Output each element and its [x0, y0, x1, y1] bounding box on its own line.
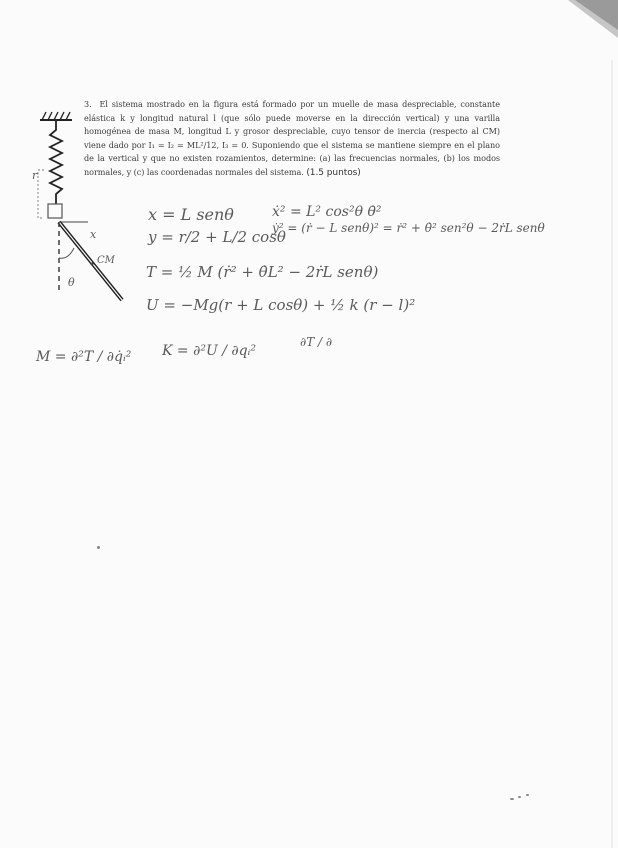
problem-text: El sistema mostrado en la figura está formado por un muelle de masa despreciable, constante elástica k y longitud natural l (que sólo puede moverse en la dirección vertical) y una varilla homogénea de masa M, longitud L y grosor despreciable, cuyo tensor de inercia (respecto al CM) viene dado por I₁ = I₂ = ML²/12, I₃ = 0. Suponiendo que el sistema se mantiene siempre en el plano de la vertical y que no existen rozamientos, determine: (a) las frecuencias normales, (b) los modos normales, y (c) las coordenadas normales del sistema.: [84, 99, 500, 177]
scan-speck: [518, 796, 521, 798]
problem-points: (1.5 puntos): [306, 167, 361, 178]
problem-number: 3.: [84, 99, 92, 109]
scan-speck: [510, 798, 514, 800]
equation-mass-matrix: M = ∂²T / ∂q̇ᵢ²: [36, 349, 132, 365]
equation-potential-energy: U = −Mg(r + L cosθ) + ½ k (r − l)²: [146, 296, 416, 314]
scan-speck: [97, 546, 100, 549]
figure-label-angle: θ: [68, 276, 75, 289]
scan-speck: [526, 794, 529, 796]
cm-marker: [91, 263, 94, 266]
figure-label-cm: CM: [97, 255, 115, 266]
equation-xdot-squared: ẋ² = L² cos²θ θ̇²: [272, 204, 382, 220]
equation-y: y = r/2 + L/2 cosθ: [148, 228, 286, 246]
equation-stiffness-matrix: K = ∂²U / ∂qᵢ²: [162, 343, 256, 359]
spring-block: [48, 204, 62, 218]
partial-derivative-fraction: ∂T / ∂: [300, 335, 333, 349]
equation-ydot-squared: ẏ² = (ṙ − L senθ)² = ṙ² + θ̇² sen²θ − 2ṙL senθ: [272, 221, 545, 235]
ceiling-support: [40, 112, 72, 120]
spring: [50, 120, 62, 204]
equation-kinetic-energy: T = ½ M (ṙ² + θ̇L² − 2ṙL senθ): [146, 263, 379, 281]
spring-rod-figure: [26, 108, 166, 318]
figure-label-x: x: [90, 228, 97, 241]
angle-arc: [59, 248, 74, 258]
figure-label-spring: r: [32, 169, 38, 182]
equation-x: x = L senθ: [148, 205, 234, 224]
